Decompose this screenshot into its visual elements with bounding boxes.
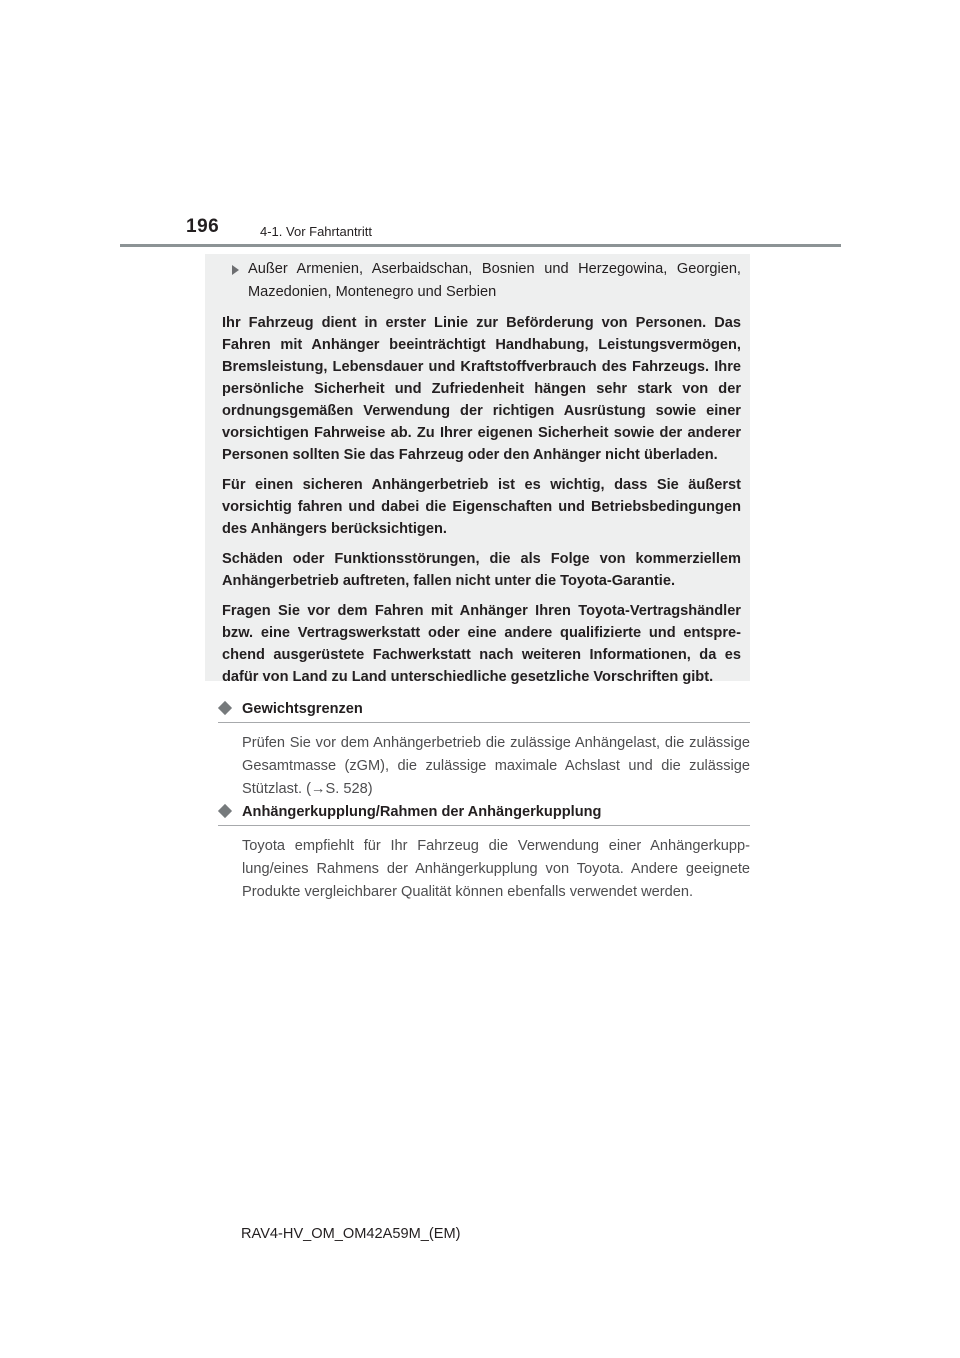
document-code: RAV4-HV_OM_OM42A59M_(EM) [241, 1226, 461, 1242]
section-trailer-hitch [218, 800, 750, 904]
section-heading-text: Anhängerkupplung/Rahmen der Anhängerkupplung [242, 804, 602, 820]
note-bullet [222, 258, 741, 304]
section-heading [218, 800, 750, 826]
section-body: Prüfen Sie vor dem Anhängerbetrieb die zulässige Anhängelast, die zulässige Gesamtmasse (zGM), die zulässige maximale Achslast und die zulässige Stützlast. (→S. 528) [242, 735, 750, 797]
section-heading [218, 697, 750, 723]
diamond-bullet-icon [218, 701, 232, 715]
triangle-bullet-icon [232, 265, 239, 275]
note-paragraph: Für einen sicheren Anhängerbetrieb ist es wichtig, dass Sie äußerst vorsichtig fahren und dabei die Eigenschaften und Betriebsbedingungen des Anhängers berücksichtigen. [222, 477, 741, 537]
chapter-label: 4-1. Vor Fahrtantritt [260, 224, 372, 239]
note-paragraph: Schäden oder Funktionsstörungen, die als Folge von kommerziellem Anhängerbetrieb auftreten, fallen nicht unter die Toyota-Garantie. [222, 551, 741, 589]
section-body: Toyota empfiehlt für Ihr Fahrzeug die Verwendung einer Anhängerkupplung/eines Rahmens der Anhängerkupplung von Toyota. Andere geeignete Produkte vergleichbarer Qualität können ebenfalls verwendet werden. [242, 838, 750, 900]
note-box [205, 254, 750, 685]
note-paragraph: Ihr Fahrzeug dient in erster Linie zur Beförderung von Personen. Das Fahren mit Anhänger beeinträchtigt Handhabung, Leistungsvermögen, Bremsleistung, Lebensdauer und Kraftstoffverbrauch des Fahrzeugs. Ihre persönliche Sicherheit und Zufriedenheit hängen sehr stark von der ordnungsgemäßen Verwendung der richtigen Ausrüstung sowie einer vorsichtigen Fahrweise ab. Zu Ihrer eigenen Sicherheit sowie der anderer Personen sollten Sie das Fahrzeug oder den Anhänger nicht überladen. [222, 315, 741, 463]
section-weight-limits [218, 697, 750, 801]
header-rule [120, 244, 841, 247]
page-number: 196 [186, 216, 220, 237]
note-bullet-text: Außer Armenien, Aserbaidschan, Bosnien und Herzegowina, Georgien, Mazedonien, Montenegro und Serbien [248, 261, 741, 300]
diamond-bullet-icon [218, 804, 232, 818]
note-paragraph: Fragen Sie vor dem Fahren mit Anhänger Ihren Toyota-Vertragshändler bzw. eine Vertragswerkstatt oder eine andere qualifizierte und entsprechend ausgerüstete Fachwerkstatt nach weiteren Informationen, da es dafür von Land zu Land unterschiedliche gesetzliche Vorschriften gibt. [222, 603, 741, 685]
section-heading-text: Gewichtsgrenzen [242, 701, 363, 717]
